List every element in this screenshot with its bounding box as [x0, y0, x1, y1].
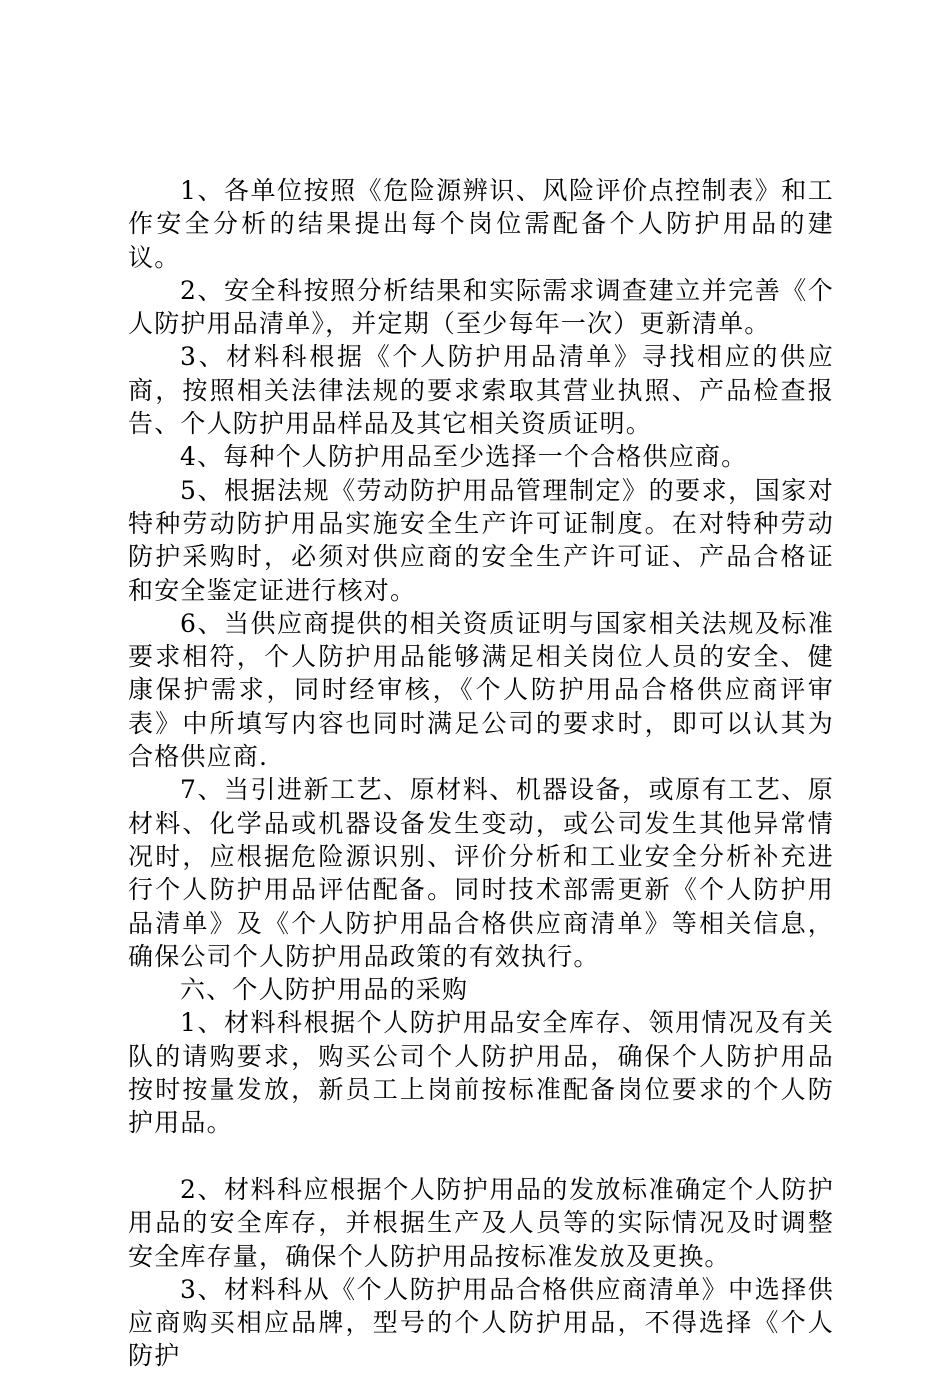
paragraph-1: 1、各单位按照《危险源辨识、风险评价点控制表》和工作安全分析的结果提出每个岗位需配备个人防护用品的建议。: [128, 176, 834, 272]
paragraph-5: 5、根据法规《劳动防护用品管理制定》的要求，国家对特种劳动防护用品实施安全生产许可证制度。在对特种劳动防护采购时，必须对供应商的安全生产许可证、产品合格证和安全鉴定证进行核对。: [128, 475, 834, 605]
paragraph-8: 1、材料科根据个人防护用品安全库存、领用情况及有关队的请购要求，购买公司个人防护用品，确保个人防护用品按时按量发放，新员工上岗前按标准配备岗位要求的个人防护用品。: [128, 1008, 834, 1138]
section-heading: 六、个人防护用品的采购: [180, 975, 469, 1005]
paragraph-10: 3、材料科从《个人防护用品合格供应商清单》中选择供应商购买相应品牌，型号的个人防护用品，不得选择《个人防护: [128, 1274, 834, 1371]
paragraph-4: 4、每种个人防护用品至少选择一个合格供应商。: [180, 442, 748, 472]
paragraph-2: 2、安全科按照分析结果和实际需求调查建立并完善《个人防护用品清单》，并定期（至少每年一次）更新清单。: [128, 275, 834, 339]
paragraph-6: 6、当供应商提供的相关资质证明与国家相关法规及标准要求相符，个人防护用品能够满足相关岗位人员的安全、健康保护需求，同时经审核，《个人防护用品合格供应商评审表》中所填写内容也同时满足公司的要求时，即可以认其为合格供应商.: [128, 608, 834, 772]
paragraph-7: 7、当引进新工艺、原材料、机器设备，或原有工艺、原材料、化学品或机器设备发生变动，或公司发生其他异常情况时，应根据危险源识别、评价分析和工业安全分析补充进行个人防护用品评估配备。同时技术部需更新《个人防护用品清单》及《个人防护用品合格供应商清单》等相关信息，确保公司个人防护用品政策的有效执行。: [128, 775, 834, 971]
paragraph-3: 3、材料科根据《个人防护用品清单》寻找相应的供应商，按照相关法律法规的要求索取其营业执照、产品检查报告、个人防护用品样品及其它相关资质证明。: [128, 342, 834, 439]
paragraph-9: 2、材料科应根据个人防护用品的发放标准确定个人防护用品的安全库存，并根据生产及人员等的实际情况及时调整安全库存量，确保个人防护用品按标准发放及更换。: [128, 1174, 834, 1271]
document-body: [128, 174, 834, 1373]
blank-line: [128, 1140, 834, 1173]
